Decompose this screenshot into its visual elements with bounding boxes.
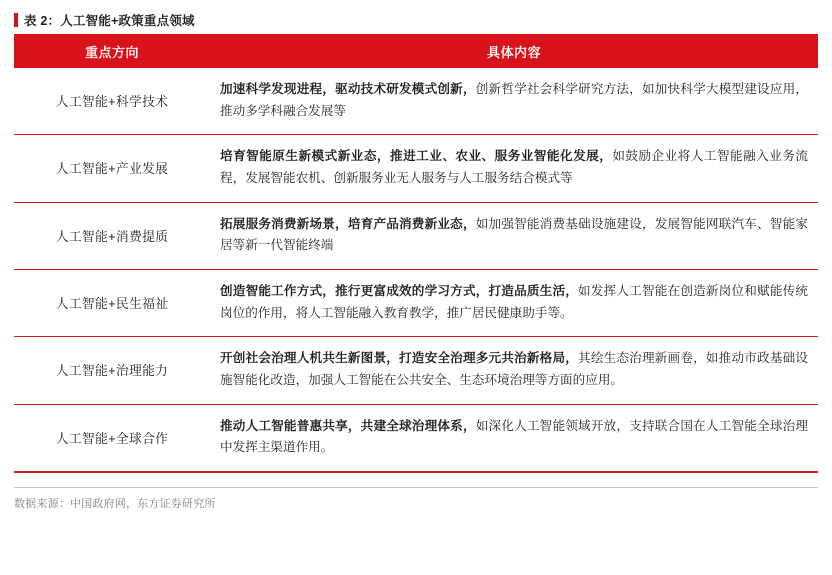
table-row — [14, 269, 818, 336]
detail-body: 其绘生态治理新画卷，如推动市政基础设施智能化改造，加强人工智能在公共安全、生态环境治理等方面的应用。 — [220, 351, 809, 387]
table-row — [14, 337, 818, 404]
cell-direction: 人工智能+产业发展 — [14, 135, 210, 202]
detail-body: 如加强智能消费基础设施建设，发展智能网联汽车、智能家居等新一代智能终端 — [220, 216, 809, 253]
detail-body: 如发挥人工智能在创造新岗位和赋能传统岗位的作用，将人工智能融入教育教学，推广居民健康助手等。 — [220, 283, 809, 320]
data-source-note: 数据来源：中国政府网，东方证券研究所 — [14, 497, 216, 510]
cell-direction: 人工智能+治理能力 — [14, 337, 210, 404]
detail-emphasis: 拓展服务消费新场景，培育产品消费新业态， — [220, 216, 476, 231]
table-row — [14, 404, 818, 472]
detail-body: 如深化人工智能领域开放，支持联合国在人工智能全球治理中发挥主渠道作用。 — [220, 418, 809, 455]
detail-emphasis: 开创社会治理人机共生新图景，打造安全治理多元共治新格局， — [220, 351, 579, 366]
caption-accent-bar — [14, 13, 18, 27]
table-row — [14, 68, 818, 135]
cell-detail — [210, 202, 818, 269]
header-detail: 具体内容 — [210, 35, 818, 68]
detail-body: 创新哲学社会科学研究方法，如加快科学大模型建设应用，推动多学科融合发展等 — [220, 82, 809, 118]
cell-direction: 人工智能+全球合作 — [55, 430, 169, 446]
table-body — [14, 68, 818, 472]
cell-detail — [210, 269, 818, 336]
table-header-row — [14, 35, 818, 68]
detail-emphasis: 推动人工智能普惠共享，共建全球治理体系， — [220, 418, 476, 433]
table-caption — [14, 10, 818, 30]
cell-detail — [210, 68, 818, 135]
header-direction: 重点方向 — [14, 35, 210, 68]
cell-detail — [210, 135, 818, 202]
table-row — [14, 135, 818, 202]
table-header — [14, 35, 818, 68]
cell-direction: 人工智能+科学技术 — [14, 68, 210, 135]
table-row — [14, 202, 818, 269]
cell-detail — [210, 404, 818, 472]
policy-focus-table — [14, 34, 818, 473]
cell-direction: 人工智能+消费提质 — [14, 202, 210, 269]
cell-detail — [210, 337, 818, 404]
detail-emphasis: 创造智能工作方式，推行更富成效的学习方式，打造品质生活， — [220, 283, 579, 298]
detail-emphasis: 加速科学发现进程，驱动技术研发模式创新， — [220, 82, 476, 96]
cell-direction: 人工智能+民生福祉 — [14, 269, 210, 336]
detail-body: 如鼓励企业将人工智能融入业务流程，发展智能农机、创新服务业无人服务与人工服务结合模式等 — [220, 149, 809, 185]
caption-label: 表 2：人工智能+政策重点领域 — [24, 14, 195, 28]
detail-emphasis: 培育智能原生新模式新业态，推进工业、农业、服务业智能化发展， — [220, 149, 613, 164]
